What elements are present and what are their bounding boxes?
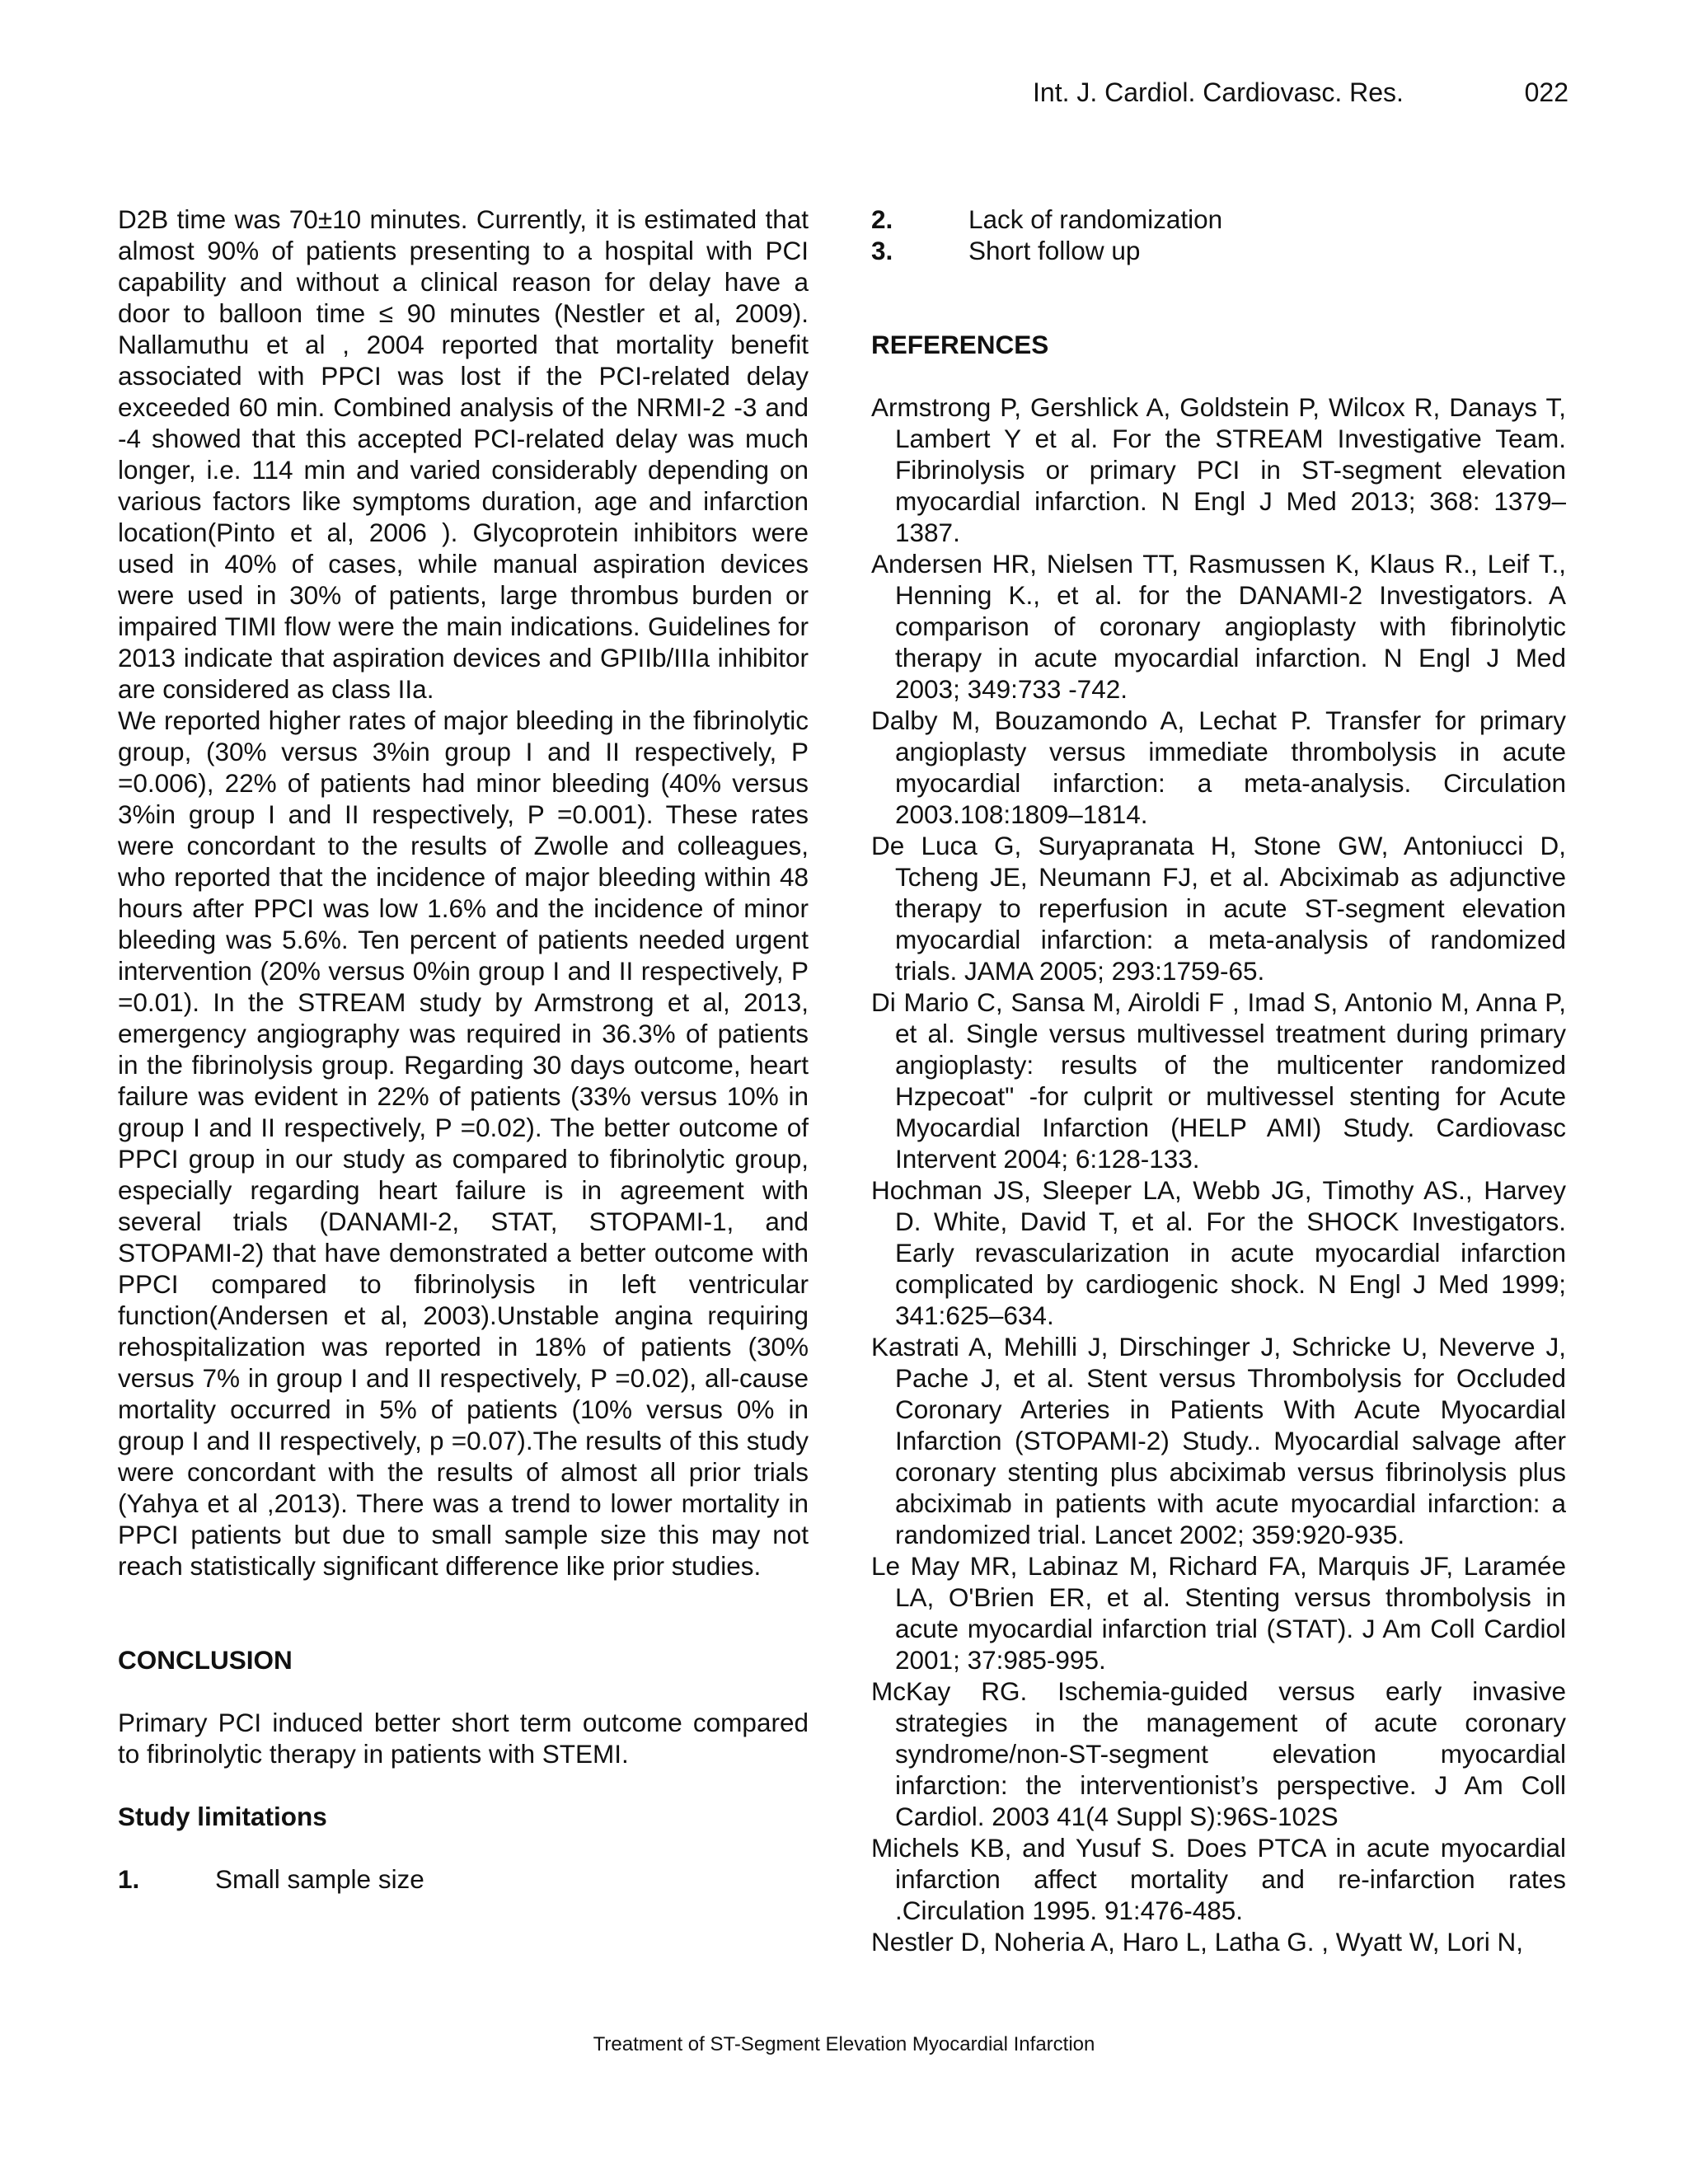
limitation-text: Small sample size [215, 1864, 424, 1894]
reference-item: Kastrati A, Mehilli J, Dirschinger J, Schricke U, Neverve J, Pache J, et al. Stent versus Thrombolysis for Occluded Coronary Arteries in Patients With Acute Myocardial Infarction (STOPAMI-2) Study.. Myocardial salvage after coronary stenting plus abciximab versus fibrinolysis plus abciximab in patients with acute myocardial infarction: a randomized trial. Lancet 2002; 359:920-935. [871, 1332, 1566, 1549]
limitation-number: 1. [118, 1864, 140, 1894]
reference-list [871, 391, 1566, 1957]
limitation-item [871, 235, 1566, 266]
right-column [871, 204, 1566, 1957]
reference-item: Di Mario C, Sansa M, Airoldi F , Imad S, Antonio M, Anna P, et al. Single versus multivessel treatment during primary angioplasty: results of the multicenter randomized Hzpecoat" -for culprit or multivessel stenting for Acute Myocardial Infarction (HELP AMI) Study. Cardiovasc Intervent 2004; 6:128-133. [871, 987, 1566, 1174]
reference-item: Armstrong P, Gershlick A, Goldstein P, Wilcox R, Danays T, Lambert Y et al. For the STREAM Investigative Team. Fibrinolysis or primary PCI in ST-segment elevation myocardial infarction. N Engl J Med 2013; 368: 1379–1387. [871, 392, 1566, 547]
reference-item: Hochman JS, Sleeper LA, Webb JG, Timothy AS., Harvey D. White, David T, et al. For the SHOCK Investigators. Early revascularization in acute myocardial infarction complicated by cardiogenic shock. N Engl J Med 1999; 341:625–634. [871, 1175, 1566, 1330]
reference-item: McKay RG. Ischemia-guided versus early invasive strategies in the management of acute coronary syndrome/non-ST-segment elevation myocardial infarction: the interventionist’s perspective. J Am Coll Cardiol. 2003 41(4 Suppl S):96S-102S [871, 1676, 1566, 1831]
discussion-paragraph-2: We reported higher rates of major bleeding in the fibrinolytic group, (30% versus 3%in group I and II respectively, P =0.006), 22% of patients had minor bleeding (40% versus 3%in group I and II respectively, P =0.001). These rates were concordant to the results of Zwolle and colleagues, who reported that the incidence of major bleeding within 48 hours after PPCI was low 1.6% and the incidence of minor bleeding was 5.6%. Ten percent of patients needed urgent intervention (20% versus 0%in group I and II respectively, P =0.01). In the STREAM study by Armstrong et al, 2013, emergency angiography was required in 36.3% of patients in the fibrinolysis group. Regarding 30 days outcome, heart failure was evident in 22% of patients (33% versus 10% in group I and II respectively, P =0.02). The better outcome of PPCI group in our study as compared to fibrinolytic group, especially regarding heart failure is in agreement with several trials (DANAMI-2, STAT, STOPAMI-1, and STOPAMI-2) that have demonstrated a better outcome with PPCI compared to fibrinolysis in left ventricular function(Andersen et al, 2003).Unstable angina requiring rehospitalization was reported in 18% of patients (30% versus 7% in group I and II respectively, P =0.02), all-cause mortality occurred in 5% of patients (10% versus 0% in group I and II respectively, p =0.07).The results of this study were concordant with the results of almost all prior trials (Yahya et al ,2013). There was a trend to lower mortality in PPCI patients but due to small sample size this may not reach statistically significant difference like prior studies. [118, 705, 809, 1581]
page-number: 022 [1524, 77, 1568, 107]
reference-item: De Luca G, Suryapranata H, Stone GW, Antoniucci D, Tcheng JE, Neumann FJ, et al. Abciximab as adjunctive therapy to reperfusion in acute ST-segment elevation myocardial infarction: a meta-analysis of randomized trials. JAMA 2005; 293:1759-65. [871, 831, 1566, 986]
reference-item: Dalby M, Bouzamondo A, Lechat P. Transfer for primary angioplasty versus immediate thrombolysis in acute myocardial infarction: a meta-analysis. Circulation 2003.108:1809–1814. [871, 705, 1566, 829]
limitation-number: 2. [871, 204, 893, 234]
conclusion-heading: CONCLUSION [118, 1645, 293, 1675]
running-footer: Treatment of ST-Segment Elevation Myocardial Infarction [593, 2033, 1095, 2055]
discussion-paragraph-1: D2B time was 70±10 minutes. Currently, it is estimated that almost 90% of patients presenting to a hospital with PCI capability and without a clinical reason for delay have a door to balloon time ≤ 90 minutes (Nestler et al, 2009). Nallamuthu et al , 2004 reported that mortality benefit associated with PPCI was lost if the PCI-related delay exceeded 60 min. Combined analysis of the NRMI-2 -3 and -4 showed that this accepted PCI-related delay was much longer, i.e. 114 min and varied considerably depending on various factors like symptoms duration, age and infarction location(Pinto et al, 2006 ). Glycoprotein inhibitors were used in 40% of cases, while manual aspiration devices were used in 30% of patients, large thrombus burden or impaired TIMI flow were the main indications. Guidelines for 2013 indicate that aspiration devices and GPIIb/IIIa inhibitor are considered as class IIa. [118, 204, 809, 704]
limitation-text: Short follow up [968, 236, 1141, 265]
reference-item: Andersen HR, Nielsen TT, Rasmussen K, Klaus R., Leif T., Henning K., et al. for the DANAMI-2 Investigators. A comparison of coronary angioplasty with fibrinolytic therapy in acute myocardial infarction. N Engl J Med 2003; 349:733 -742. [871, 549, 1566, 704]
reference-item: Michels KB, and Yusuf S. Does PTCA in acute myocardial infarction affect mortality and re-infarction rates .Circulation 1995. 91:476-485. [871, 1833, 1566, 1925]
limitation-text: Lack of randomization [968, 204, 1223, 234]
limitations-heading: Study limitations [118, 1802, 327, 1831]
limitation-item [118, 1863, 809, 1895]
reference-item: Nestler D, Noheria A, Haro L, Latha G. , Wyatt W, Lori N, [871, 1927, 1524, 1957]
conclusion-text: Primary PCI induced better short term outcome compared to fibrinolytic therapy in patients with STEMI. [118, 1708, 809, 1769]
reference-item: Le May MR, Labinaz M, Richard FA, Marquis JF, Laramée LA, O'Brien ER, et al. Stenting versus thrombolysis in acute myocardial infarction trial (STAT). J Am Coll Cardiol 2001; 37:985-995. [871, 1551, 1566, 1675]
journal-name: Int. J. Cardiol. Cardiovasc. Res. [1033, 77, 1404, 107]
limitation-number: 3. [871, 236, 893, 265]
left-column [118, 204, 809, 1895]
running-header [1033, 76, 1568, 109]
references-heading: REFERENCES [871, 330, 1049, 359]
limitation-item [871, 204, 1566, 235]
